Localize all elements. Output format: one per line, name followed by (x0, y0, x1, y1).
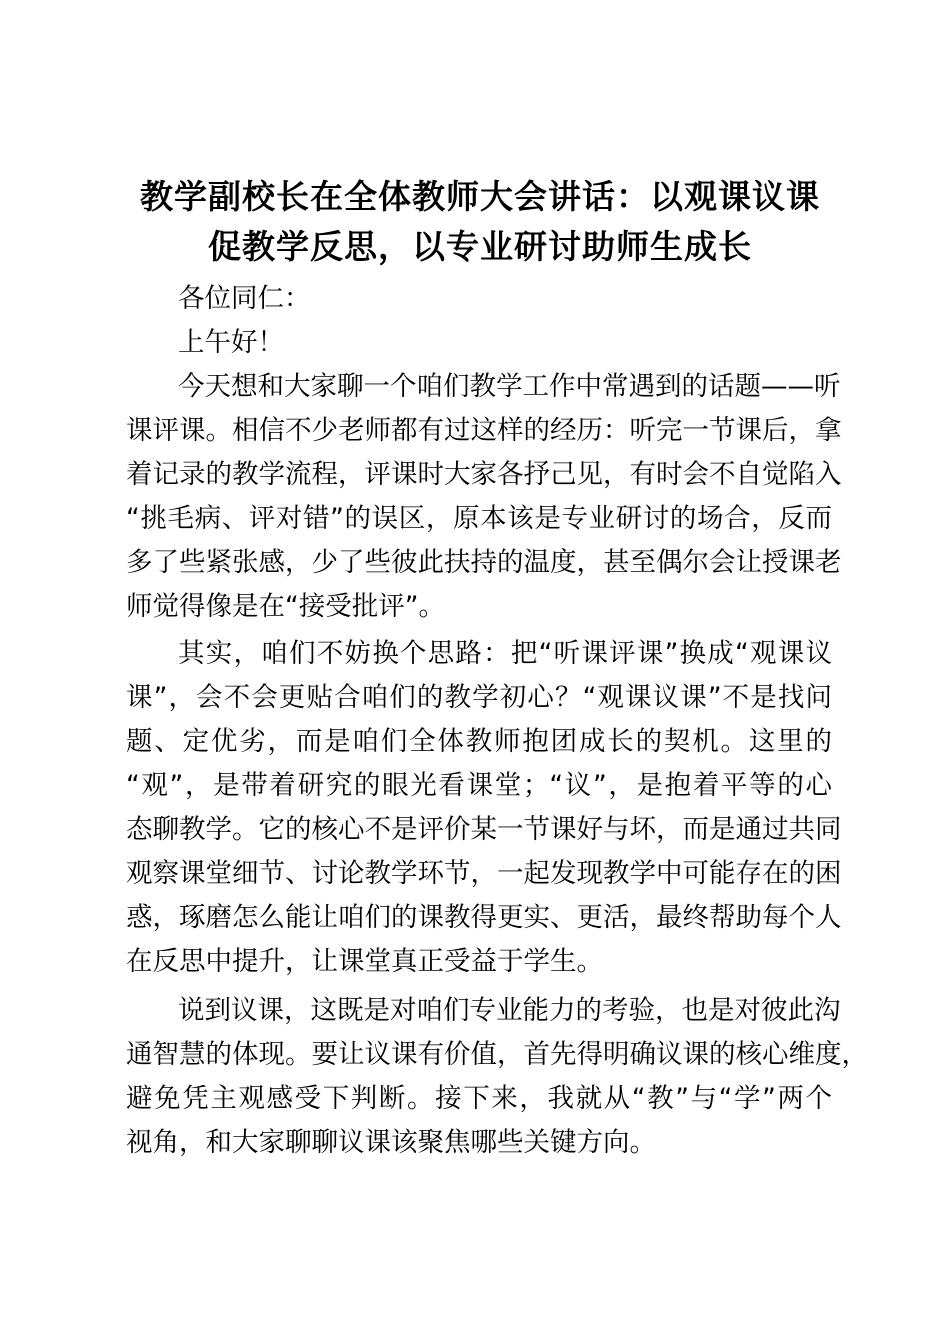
paragraph-2-line: 课”，会不会更贴合咱们的教学初心？“观课议课”不是找问 (126, 682, 832, 713)
paragraph-2-line: 观察课堂细节、讨论教学环节，一起发现教学中可能存在的困 (126, 858, 842, 889)
paragraph-2-line: 态聊教学。它的核心不是评价某一节课好与坏，而是通过共同 (126, 814, 842, 845)
paragraph-1-line: “挑毛病、评对错”的误区，原本该是专业研讨的场合，反而 (126, 503, 832, 534)
paragraph-3-line: 通智慧的体现。要让议课有价值，首先得明确议课的核心维度， (126, 1039, 868, 1070)
paragraph-2-line: 其实，咱们不妨换个思路：把“听课评课”换成“观课议 (178, 638, 832, 669)
paragraph-3-line: 视角，和大家聊聊议课该聚焦哪些关键方向。 (126, 1127, 656, 1158)
paragraph-3-line: 说到议课，这既是对咱们专业能力的考验，也是对彼此沟 (178, 995, 841, 1026)
paragraph-3-line: 避免凭主观感受下判断。接下来，我就从“教”与“学”两个 (126, 1083, 832, 1114)
document-title-line-2: 促教学反思，以专业研讨助师生成长 (208, 227, 752, 266)
greeting: 上午好！ (178, 327, 284, 358)
paragraph-1-line: 今天想和大家聊一个咱们教学工作中常遇到的话题——听 (178, 371, 841, 402)
paragraph-1-line: 多了些紧张感，少了些彼此扶持的温度，甚至偶尔会让授课老 (126, 547, 842, 578)
paragraph-2-line: 题、定优劣，而是咱们全体教师抱团成长的契机。这里的 (126, 726, 832, 757)
paragraph-2-line: 惑，琢磨怎么能让咱们的课教得更实、更活，最终帮助每个人 (126, 902, 842, 933)
document-title-line-1: 教学副校长在全体教师大会讲话：以观课议课 (140, 177, 820, 216)
salutation: 各位同仁： (178, 283, 311, 314)
paragraph-1-line: 师觉得像是在“接受批评”。 (126, 591, 445, 622)
paragraph-2-line: 在反思中提升，让课堂真正受益于学生。 (126, 946, 603, 977)
paragraph-1-line: 着记录的教学流程，评课时大家各抒己见，有时会不自觉陷入 (126, 459, 842, 490)
paragraph-1-line: 课评课。相信不少老师都有过这样的经历：听完一节课后，拿 (126, 415, 842, 446)
paragraph-2-line: “观”，是带着研究的眼光看课堂；“议”，是抱着平等的心 (126, 770, 832, 801)
